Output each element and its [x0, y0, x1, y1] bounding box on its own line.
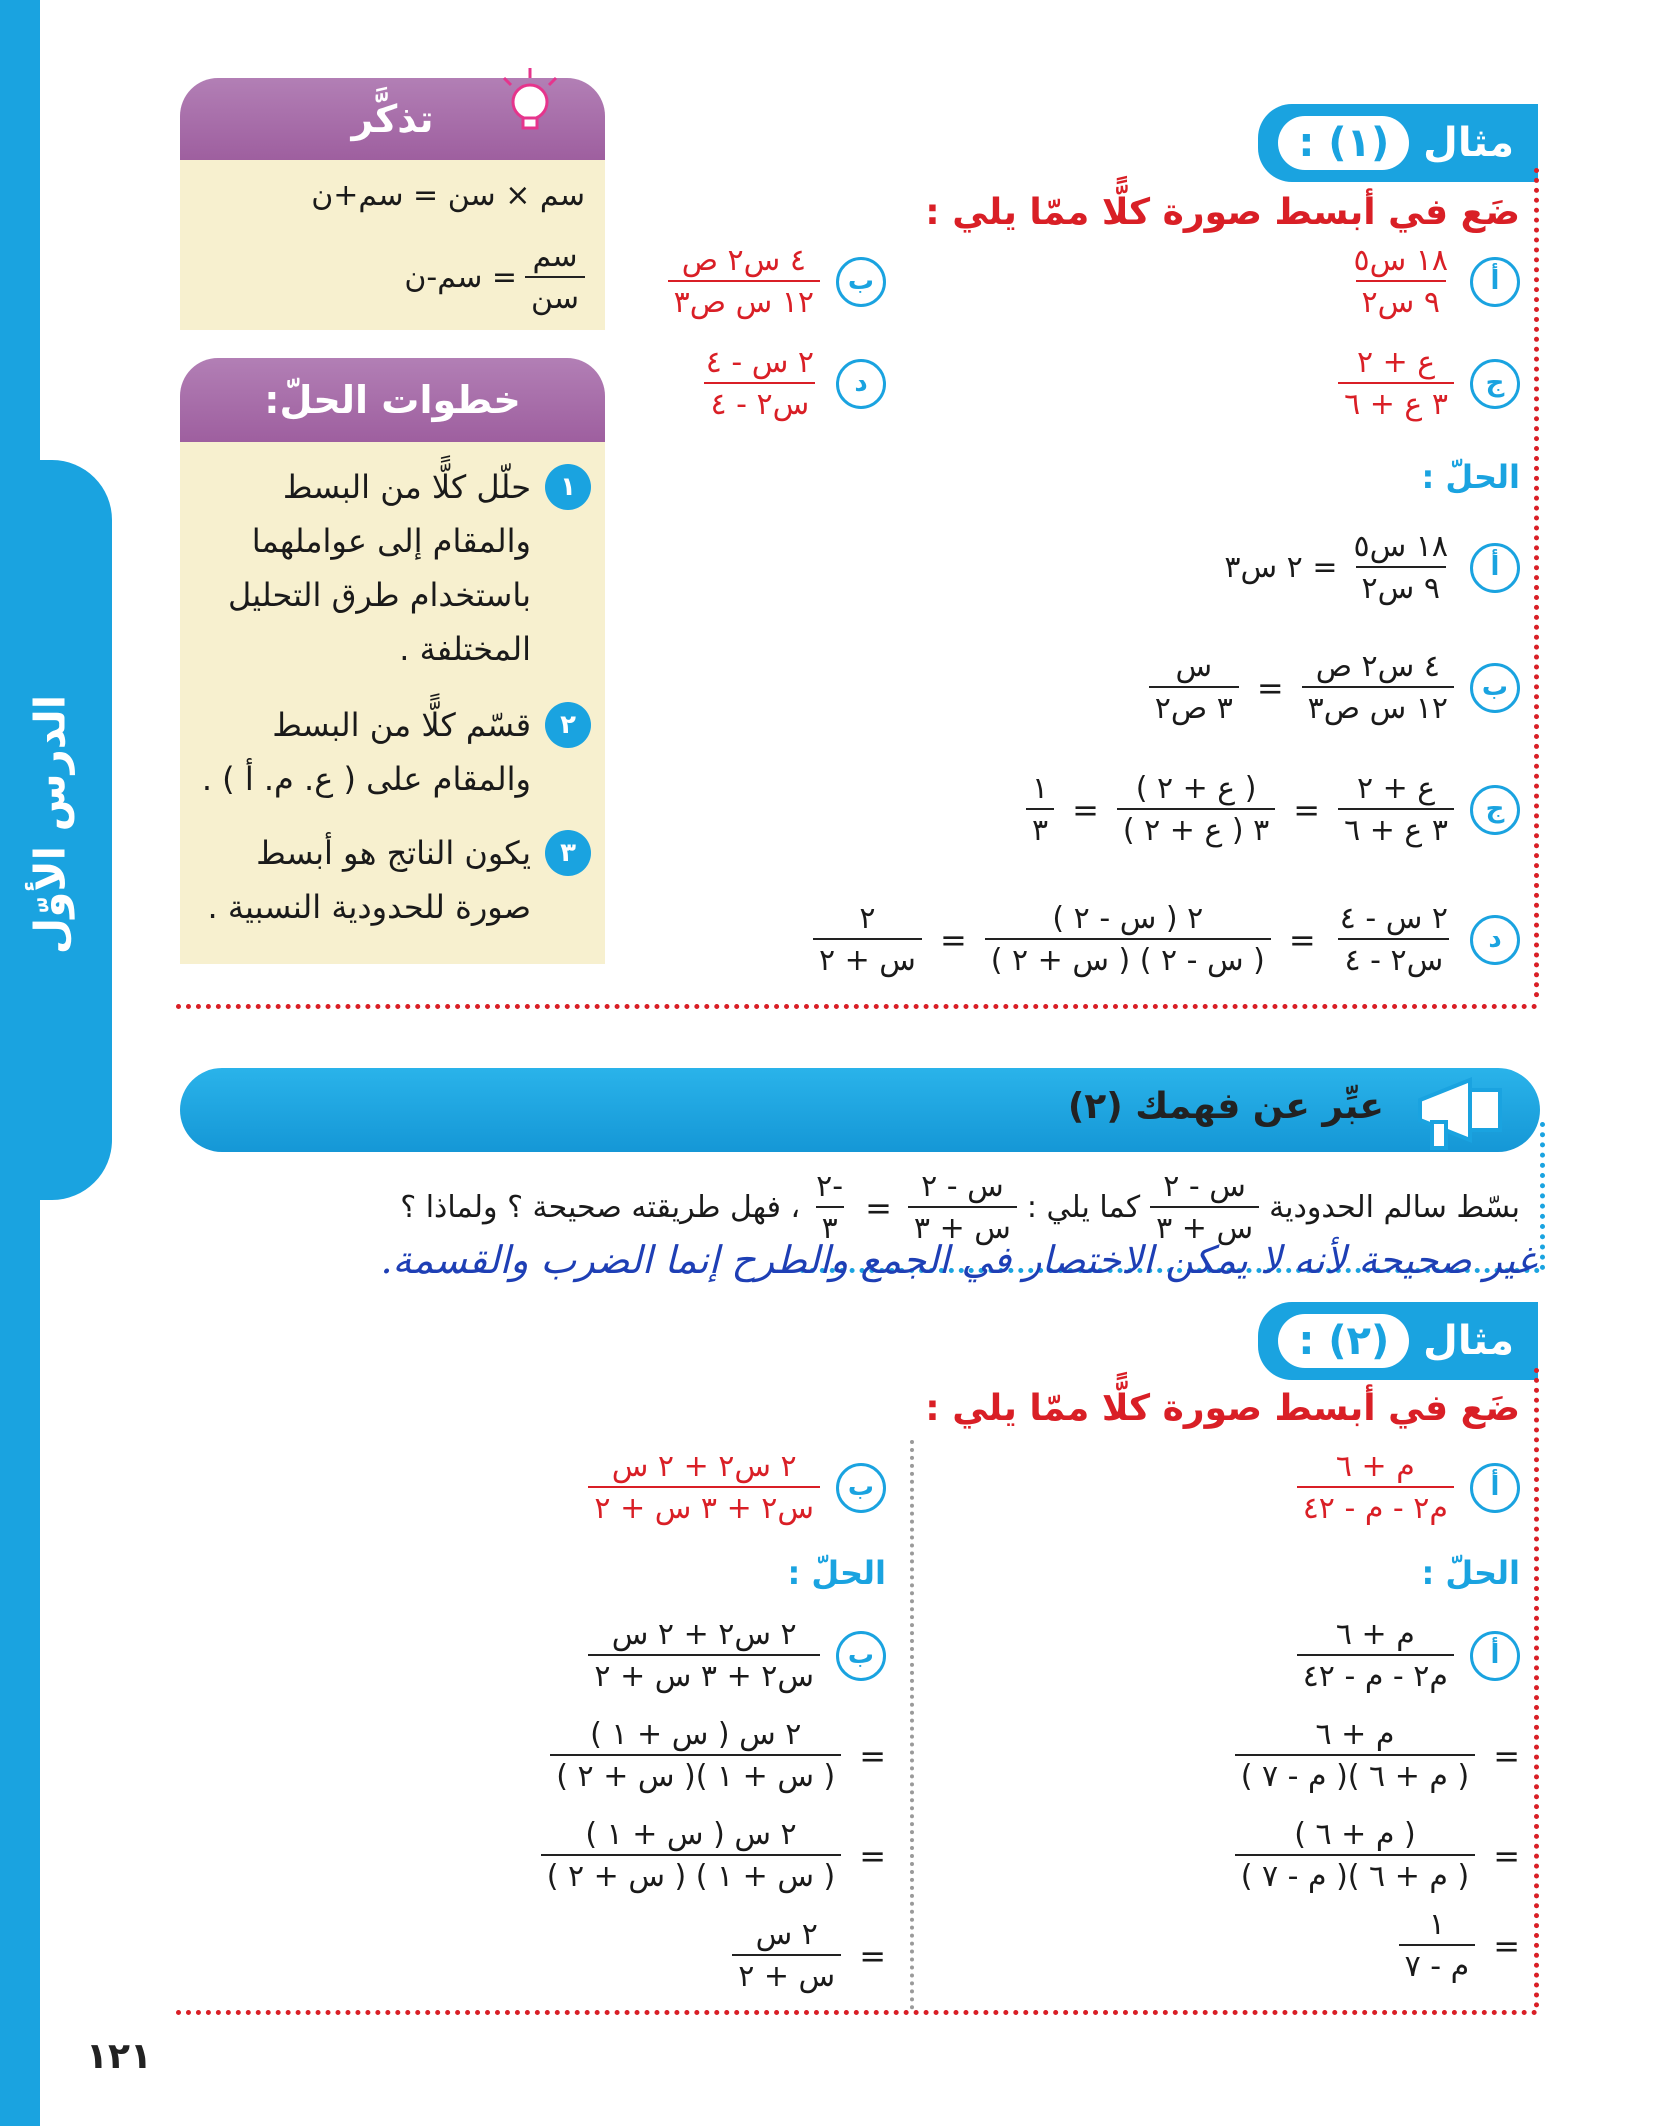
- example2-instruction: ضَع في أبسط صورة كلًّا ممّا يلي :: [925, 1388, 1520, 1429]
- example1-number: (١) :: [1278, 116, 1409, 170]
- example1-solution-label: الحلّ :: [1421, 458, 1520, 496]
- example2-problem-b: ب $\frac{\text{٢ س٢ + ٢ س}}{\text{س٢ + ٣ س + ٢}}$: [588, 1448, 886, 1527]
- example1-border-bottom: [176, 1004, 1538, 1009]
- steps-box: [180, 358, 605, 964]
- steps-header: خطوات الحلّ:: [180, 358, 605, 442]
- problem-key: د: [836, 359, 886, 409]
- step-2: [196, 698, 591, 806]
- ex2-solution-a-line1: أ $\frac{\text{م + ٦}}{\text{م٢ - م - ٤٢}}$: [1297, 1616, 1520, 1695]
- exponent-rule-1: سم × سن = سم+ن: [311, 178, 585, 213]
- example1-problem-b: ب $\frac{\text{٤ س٢ ص}}{\text{١٢ س ص٣}}$: [668, 242, 886, 321]
- handwritten-answer: غير صحيحة لأنه لا يمكن الاختصار في الجمع والطرح إنما الضرب والقسمة.: [380, 1238, 1536, 1282]
- solution-c: ج $\frac{\text{ع + ٢}}{\text{٣ ع + ٦}}$ = $\frac{\text{( ع + ٢ )}}{\text{٣ ( ع + ٢ )}}$ = $\frac{١}{٣}$: [1026, 770, 1520, 849]
- solution-key: أ: [1470, 1631, 1520, 1681]
- example2-problem-a: أ $\frac{\text{م + ٦}}{\text{م٢ - م - ٤٢}}$: [1297, 1448, 1520, 1527]
- express-question: بسّط سالم الحدودية $\frac{\text{س - ٢}}{\text{س + ٣}}$ كما يلي : $\frac{\text{س - ٢}}{\text{س + ٣}}$ = $\frac{-٢}{٣}$ ، فهل طريقته صحيحة ؟ ولماذا ؟: [400, 1169, 1520, 1246]
- example2-solution-label-b: الحلّ :: [787, 1554, 886, 1592]
- example2-heading: [1258, 1302, 1538, 1380]
- example2-solution-label-a: الحلّ :: [1421, 1554, 1520, 1592]
- ex2-solution-a-line2: = $\frac{\text{م + ٦}}{\text{( م + ٦ )( م - ٧ )}}$: [1235, 1716, 1520, 1795]
- example2-border-bottom: [176, 2010, 1538, 2015]
- express-title: عبِّر عن فهمك (٢): [1067, 1086, 1384, 1127]
- ex2-solution-b-line3: = $\frac{\text{٢ س ( س + ١ )}}{\text{( س + ١ ) ( س + ٢ )}}$: [541, 1816, 886, 1895]
- solution-a-result: = ٢ س٣: [1224, 550, 1338, 585]
- exponent-rule-2: $\frac{\text{سم}}{\text{سن}}$ = سم-ن: [404, 238, 585, 317]
- example1-border-right: [1534, 168, 1539, 998]
- step-number: ٣: [545, 830, 591, 876]
- problem-key: ج: [1470, 359, 1520, 409]
- example2-column-divider: [910, 1440, 914, 2010]
- step-1: [196, 460, 591, 676]
- steps-body: [180, 442, 605, 964]
- remember-header: [180, 78, 605, 160]
- page-number: ١٢١: [86, 2036, 152, 2077]
- step-number: ٢: [545, 702, 591, 748]
- step-3: [196, 826, 591, 934]
- step-number: ١: [545, 464, 591, 510]
- example2-number: (٢) :: [1278, 1314, 1409, 1368]
- express-border-right: [1540, 1122, 1545, 1270]
- example1-problem-d: د $\frac{\text{٢ س - ٤}}{\text{س٢ - ٤}}$: [700, 344, 886, 423]
- solution-key: ب: [1470, 663, 1520, 713]
- example1-instruction: ضَع في أبسط صورة كلًّا ممّا يلي :: [925, 192, 1520, 233]
- ex2-solution-a-line4: = $\frac{١}{\text{م - ٧}}$: [1399, 1906, 1520, 1985]
- solution-key: ب: [836, 1631, 886, 1681]
- solution-b: ب $\frac{\text{٤ س٢ ص}}{\text{١٢ س ص٣}}$ = $\frac{\text{س}}{\text{٣ ص٢}}$: [1149, 648, 1520, 727]
- example1-heading: [1258, 104, 1538, 182]
- lesson-tab-label: الدرس الأوّل: [25, 694, 75, 955]
- ex2-solution-b-line1: ب $\frac{\text{٢ س٢ + ٢ س}}{\text{س٢ + ٣ س + ٢}}$: [588, 1616, 886, 1695]
- remember-body: [180, 160, 605, 330]
- solution-key: أ: [1470, 543, 1520, 593]
- solution-key: د: [1470, 915, 1520, 965]
- example1-label: مثال: [1423, 120, 1514, 166]
- solution-key: ج: [1470, 785, 1520, 835]
- solution-a: أ $\frac{\text{١٨ س٥}}{\text{٩ س٢}}$ = ٢ س٣: [1224, 528, 1520, 607]
- problem-key: أ: [1470, 257, 1520, 307]
- problem-key: ب: [836, 257, 886, 307]
- example1-problem-a: أ $\frac{\text{١٨ س٥}}{\text{٩ س٢}}$: [1347, 242, 1520, 321]
- ex2-solution-a-line3: = $\frac{\text{( م + ٦ )}}{\text{( م + ٦ )( م - ٧ )}}$: [1235, 1816, 1520, 1895]
- example1-problem-c: ج $\frac{\text{ع + ٢}}{\text{٣ ع + ٦}}$: [1338, 344, 1520, 423]
- remember-title: تذكَّر: [351, 97, 434, 141]
- problem-key: ب: [836, 1463, 886, 1513]
- solution-d: د $\frac{\text{٢ س - ٤}}{\text{س٢ - ٤}}$ = $\frac{\text{٢ ( س - ٢ )}}{\text{( س - ٢ ) ( س + ٢ )}}$ = $\frac{٢}{\text{س + ٢}}$: [813, 900, 1520, 979]
- step-text: قسّم كلًّا من البسط والمقام على ( ع. م. أ ) .: [201, 706, 531, 798]
- example2-label: مثال: [1423, 1318, 1514, 1364]
- ex2-solution-b-line4: = $\frac{\text{٢ س}}{\text{س + ٢}}$: [732, 1916, 886, 1995]
- problem-key: أ: [1470, 1463, 1520, 1513]
- example2-border-right: [1534, 1368, 1539, 2008]
- ex2-solution-b-line2: = $\frac{\text{٢ س ( س + ١ )}}{\text{( س + ١ )( س + ٢ )}}$: [550, 1716, 886, 1795]
- lightbulb-icon: [490, 62, 570, 142]
- step-text: يكون الناتج هو أبسط صورة للحدودية النسبية .: [207, 834, 531, 926]
- remember-box: [180, 78, 605, 330]
- step-text: حلّل كلًّا من البسط والمقام إلى عواملهما باستخدام طرق التحليل المختلفة .: [227, 468, 531, 668]
- megaphone-icon: [1400, 1060, 1520, 1160]
